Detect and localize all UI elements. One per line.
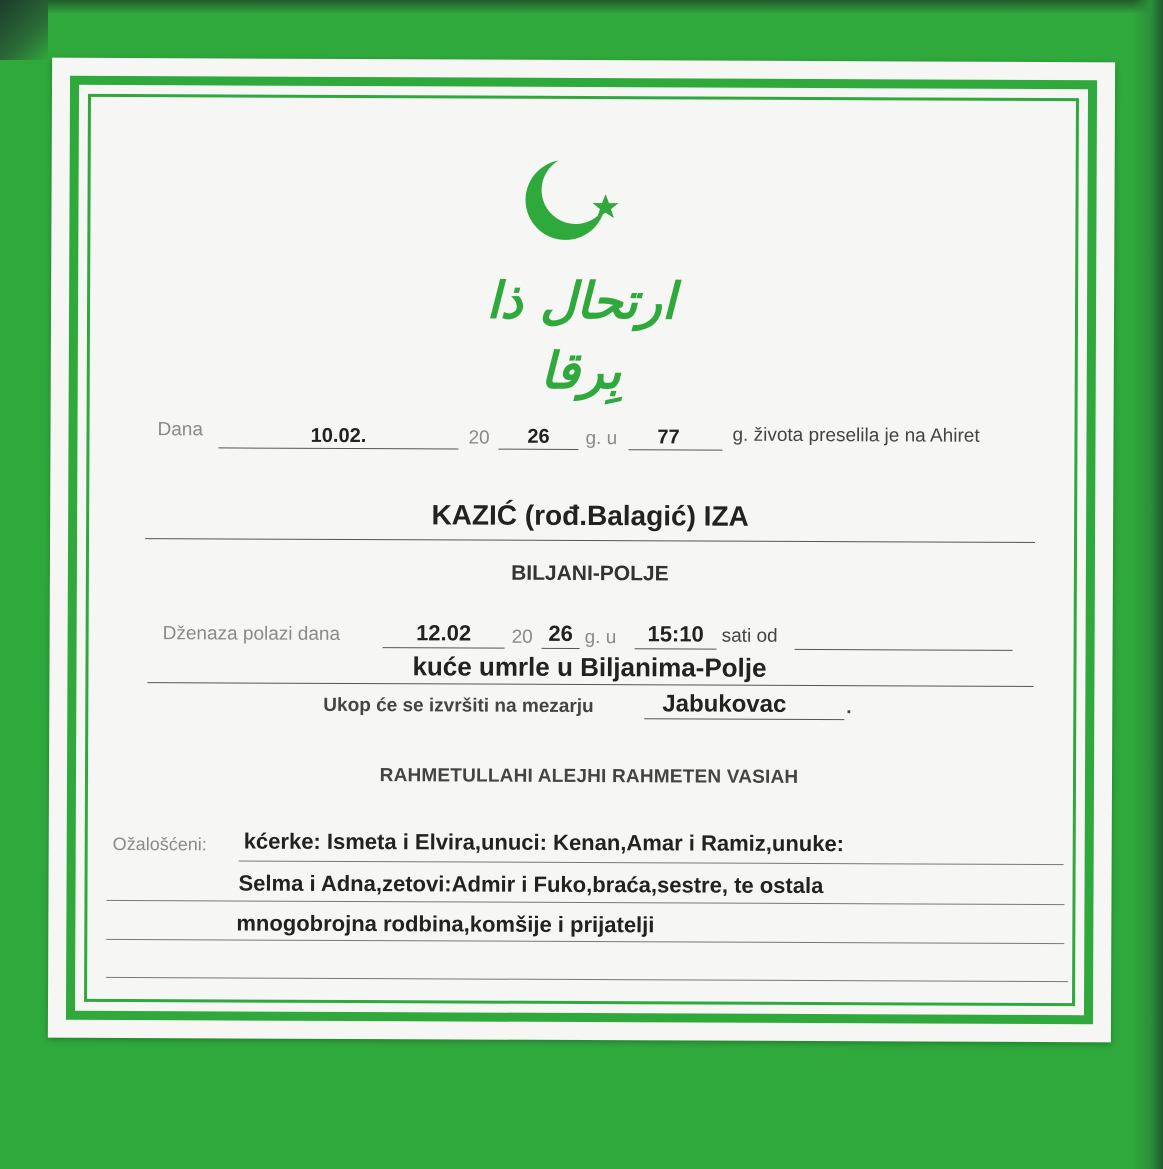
mourners-line-2: Selma i Adna,zetovi:Admir i Fuko,braća,sestre, te ostala: [238, 870, 824, 899]
mourners-line-1: kćerke: Ismeta i Elvira,unuci: Kenan,Amar i Ramiz,unuke:: [243, 828, 845, 857]
g-u-label: g. u: [585, 428, 618, 450]
background-corner: [0, 0, 48, 60]
funeral-from-value: kuće umrle u Biljanima-Polje: [412, 651, 767, 683]
year-prefix-label: 20: [468, 427, 490, 449]
funeral-year-underline: [542, 648, 580, 649]
funeral-year-prefix: 20: [511, 626, 533, 648]
background-top-shadow: [0, 0, 1163, 14]
mourners-line-3: mnogobrojna rodbina,komšije i prijatelji: [236, 910, 655, 938]
arabic-calligraphy: ارتحال ذا بِرقا: [486, 271, 676, 401]
age-value: 77: [657, 426, 680, 449]
cemetery-value: Jabukovac: [662, 690, 787, 718]
funeral-date-value: 12.02: [416, 620, 472, 646]
rahmet-motto: RAHMETULLAHI ALEJHI RAHMETEN VASIAH: [379, 765, 799, 788]
death-year-value: 26: [527, 425, 550, 448]
deceased-name: KAZIĆ (rođ.Balagić) IZA: [431, 499, 749, 532]
preselila-text: g. života preselila je na Ahiret: [732, 424, 980, 447]
background-right-edge: [1133, 0, 1163, 1169]
burial-period: .: [846, 697, 852, 719]
death-date-value: 10.02.: [310, 424, 367, 448]
mourners-label: Ožalošćeni:: [112, 833, 207, 855]
funeral-year-value: 26: [548, 620, 573, 646]
deceased-place: BILJANI-POLJE: [511, 561, 669, 586]
dana-label: Dana: [157, 419, 203, 441]
funeral-g-u-label: g. u: [584, 627, 617, 649]
sati-od-label: sati od: [721, 625, 778, 647]
funeral-time-value: 15:10: [647, 621, 704, 647]
dzenaza-label: Dženaza polazi dana: [162, 623, 341, 645]
obituary-paper: [48, 58, 1115, 1043]
crescent-star-icon: [521, 156, 621, 246]
burial-label: Ukop će se izvršiti na mezarju: [323, 694, 594, 718]
